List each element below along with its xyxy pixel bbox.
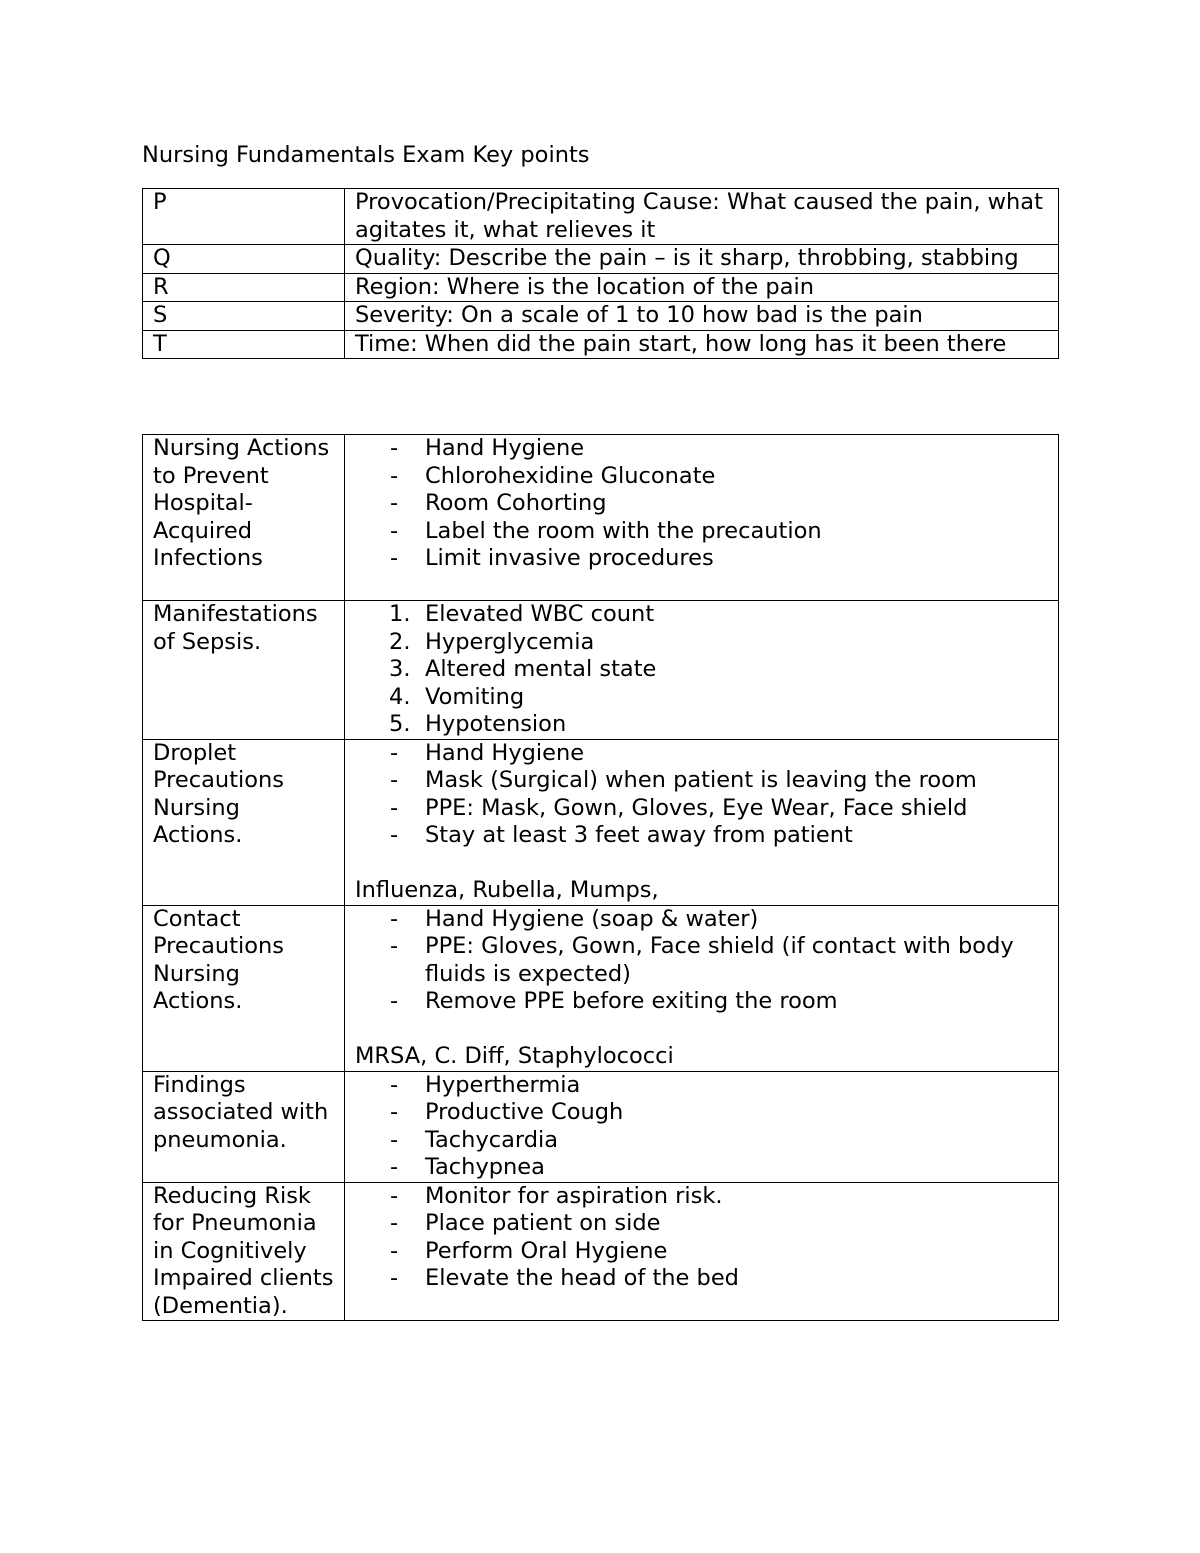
bullet-list bbox=[355, 1072, 1048, 1182]
bullet-list bbox=[355, 740, 1048, 850]
bullet-marker: - bbox=[390, 988, 399, 1014]
list-item: - Elevate the head of the bed bbox=[390, 1265, 739, 1291]
pqrst-description: Quality: Describe the pain – is it sharp, throbbing, stabbing bbox=[345, 245, 1059, 274]
section-content bbox=[345, 1071, 1059, 1182]
table-row bbox=[143, 905, 1059, 1071]
bullet-marker: - bbox=[390, 1182, 399, 1209]
section-label: Manifestations of Sepsis. bbox=[143, 601, 345, 740]
section-content bbox=[345, 435, 1059, 601]
pqrst-description: Region: Where is the location of the pain bbox=[345, 273, 1059, 302]
bullet-list bbox=[355, 1183, 1048, 1293]
list-item: - PPE: Gloves, Gown, Face shield (if contact with body fluids is expected) bbox=[390, 933, 1014, 987]
pqrst-description: Severity: On a scale of 1 to 10 how bad is the pain bbox=[345, 302, 1059, 331]
bullet-marker: - bbox=[390, 517, 399, 544]
table-row bbox=[143, 1071, 1059, 1182]
section-content bbox=[345, 905, 1059, 1071]
bullet-marker: - bbox=[390, 1099, 399, 1125]
bullet-marker: - bbox=[390, 435, 399, 461]
bullet-marker: - bbox=[390, 1126, 399, 1153]
list-item: 4. Vomiting bbox=[389, 683, 525, 710]
list-item: - Chlorohexidine Gluconate bbox=[390, 462, 716, 489]
bullet-marker: - bbox=[390, 794, 399, 821]
numbered-list bbox=[355, 601, 1048, 739]
bullet-marker: - bbox=[390, 1154, 399, 1180]
list-item: - Hand Hygiene bbox=[390, 739, 585, 766]
list-item: - Room Cohorting bbox=[390, 490, 607, 516]
section-label: Droplet Precautions Nursing Actions. bbox=[143, 739, 345, 905]
list-item: - Label the room with the precaution bbox=[390, 517, 822, 544]
section-content bbox=[345, 601, 1059, 740]
pqrst-description: Provocation/Precipitating Cause: What caused the pain, what agitates it, what relieves it bbox=[345, 189, 1059, 245]
bullet-marker: - bbox=[390, 545, 399, 571]
list-item: - Monitor for aspiration risk. bbox=[390, 1182, 723, 1209]
pqrst-table bbox=[142, 188, 1059, 359]
table-row bbox=[143, 245, 1059, 274]
number-marker: 3. bbox=[389, 656, 411, 682]
section-label: Findings associated with pneumonia. bbox=[143, 1071, 345, 1182]
number-marker: 1. bbox=[389, 601, 411, 627]
bullet-marker: - bbox=[390, 1265, 399, 1291]
section-content bbox=[345, 739, 1059, 905]
section-label: Reducing Risk for Pneumonia in Cognitively Impaired clients (Dementia). bbox=[143, 1182, 345, 1321]
list-item: 5. Hypotension bbox=[389, 711, 567, 737]
table-row bbox=[143, 435, 1059, 601]
number-marker: 2. bbox=[389, 628, 411, 655]
table-row bbox=[143, 330, 1059, 359]
nursing-actions-table bbox=[142, 434, 1059, 1321]
table-row bbox=[143, 302, 1059, 331]
bullet-marker: - bbox=[390, 462, 399, 489]
bullet-list bbox=[355, 435, 1048, 573]
disease-examples: Influenza, Rubella, Mumps, bbox=[355, 877, 659, 903]
list-item: - Limit invasive procedures bbox=[390, 545, 714, 571]
table-row bbox=[143, 189, 1059, 245]
list-item: 2. Hyperglycemia bbox=[389, 628, 595, 655]
number-marker: 5. bbox=[389, 711, 411, 737]
bullet-marker: - bbox=[390, 933, 399, 959]
list-item: - Stay at least 3 feet away from patient bbox=[390, 822, 853, 848]
list-item: - Remove PPE before exiting the room bbox=[390, 988, 838, 1014]
bullet-marker: - bbox=[390, 1210, 399, 1236]
pqrst-letter: Q bbox=[143, 245, 345, 274]
pqrst-letter: R bbox=[143, 273, 345, 302]
bullet-marker: - bbox=[390, 1237, 399, 1264]
list-item: - Place patient on side bbox=[390, 1210, 661, 1236]
list-item: 1. Elevated WBC count bbox=[389, 601, 655, 627]
bullet-list bbox=[355, 906, 1048, 1016]
bullet-marker: - bbox=[390, 822, 399, 848]
section-label: Nursing Actions to Prevent Hospital-Acquired Infections bbox=[143, 435, 345, 601]
list-item: - Hand Hygiene bbox=[390, 435, 585, 461]
pqrst-letter: S bbox=[143, 302, 345, 331]
table-row bbox=[143, 1182, 1059, 1321]
table-row bbox=[143, 739, 1059, 905]
pqrst-letter: P bbox=[143, 189, 345, 245]
bullet-marker: - bbox=[390, 905, 399, 932]
number-marker: 4. bbox=[389, 683, 411, 710]
disease-examples: MRSA, C. Diff, Staphylococci bbox=[355, 1043, 674, 1069]
table-row bbox=[143, 273, 1059, 302]
list-item: - Hand Hygiene (soap & water) bbox=[390, 905, 759, 932]
bullet-marker: - bbox=[390, 490, 399, 516]
list-item: 3. Altered mental state bbox=[389, 656, 657, 682]
list-item: - Productive Cough bbox=[390, 1099, 624, 1125]
section-label: Contact Precautions Nursing Actions. bbox=[143, 905, 345, 1071]
list-item: - Hyperthermia bbox=[390, 1071, 581, 1098]
document-title: Nursing Fundamentals Exam Key points bbox=[142, 142, 590, 168]
pqrst-description: Time: When did the pain start, how long has it been there bbox=[345, 330, 1059, 359]
list-item: - Tachypnea bbox=[390, 1154, 545, 1180]
bullet-marker: - bbox=[390, 767, 399, 793]
list-item: - Perform Oral Hygiene bbox=[390, 1237, 668, 1264]
table-row bbox=[143, 601, 1059, 740]
list-item: - PPE: Mask, Gown, Gloves, Eye Wear, Face shield bbox=[390, 794, 968, 821]
list-item: - Tachycardia bbox=[390, 1126, 559, 1153]
pqrst-letter: T bbox=[143, 330, 345, 359]
section-content bbox=[345, 1182, 1059, 1321]
bullet-marker: - bbox=[390, 739, 399, 766]
bullet-marker: - bbox=[390, 1071, 399, 1098]
list-item: - Mask (Surgical) when patient is leaving the room bbox=[390, 767, 977, 793]
